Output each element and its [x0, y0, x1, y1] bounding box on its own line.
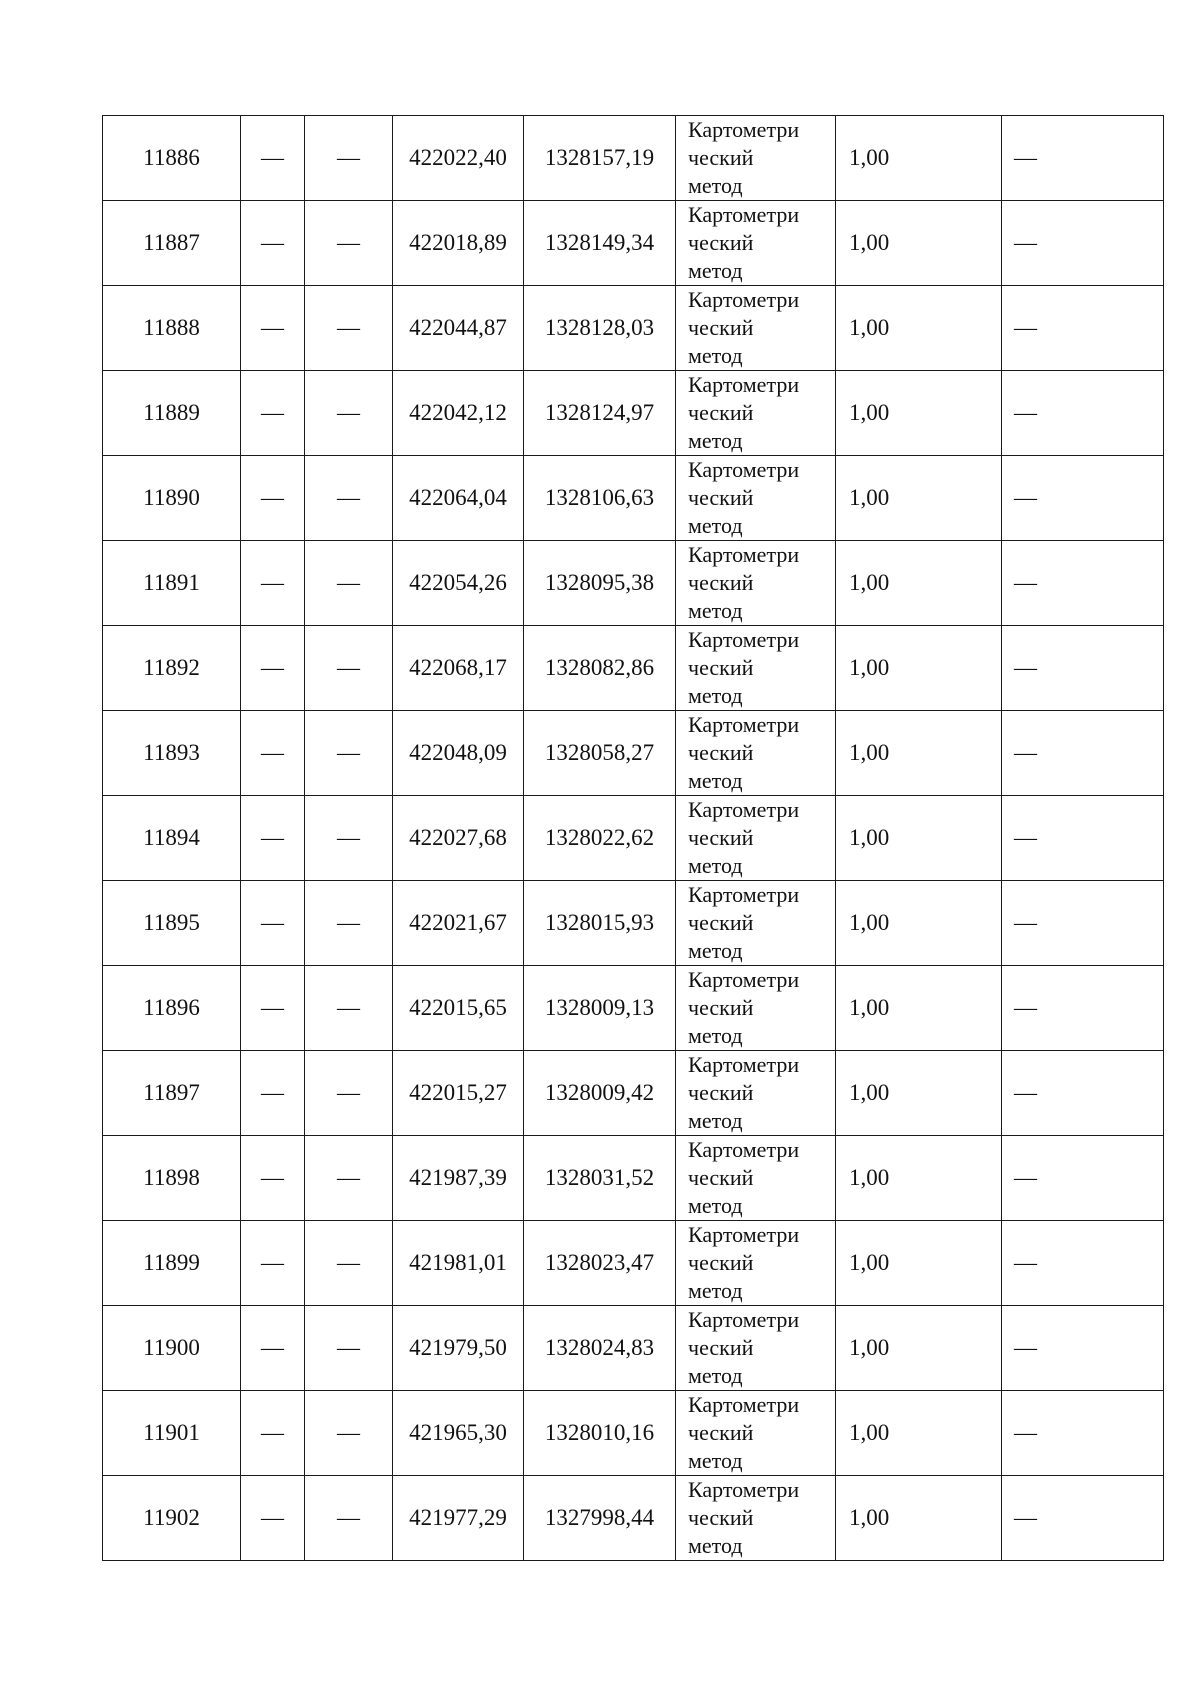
x-coordinate-cell: 422044,87 [393, 286, 524, 371]
method-text-line: метод [688, 1448, 743, 1473]
table-row [103, 626, 1164, 711]
point-number-cell: 11894 [103, 796, 241, 881]
table-row [103, 711, 1164, 796]
dash-cell-1: — [241, 201, 305, 286]
x-coordinate-cell: 422018,89 [393, 201, 524, 286]
accuracy-cell: 1,00 [836, 116, 1002, 201]
point-number-cell: 11896 [103, 966, 241, 1051]
accuracy-cell: 1,00 [836, 1136, 1002, 1221]
y-coordinate-cell: 1328009,13 [524, 966, 676, 1051]
y-coordinate-cell: 1328128,03 [524, 286, 676, 371]
y-coordinate-cell: 1328082,86 [524, 626, 676, 711]
dash-cell-1: — [241, 371, 305, 456]
table-row [103, 1051, 1164, 1136]
method-text-line: метод [688, 683, 743, 708]
dash-cell-1: — [241, 966, 305, 1051]
dash-cell-2: — [305, 796, 393, 881]
accuracy-cell: 1,00 [836, 711, 1002, 796]
dash-cell-1: — [241, 711, 305, 796]
accuracy-cell: 1,00 [836, 1391, 1002, 1476]
table-row [103, 1306, 1164, 1391]
x-coordinate-cell: 422054,26 [393, 541, 524, 626]
dash-cell-3: — [1002, 1306, 1164, 1391]
dash-cell-3: — [1002, 711, 1164, 796]
y-coordinate-cell: 1328124,97 [524, 371, 676, 456]
method-text-line: метод [688, 598, 743, 623]
point-number-cell: 11888 [103, 286, 241, 371]
method-text-line: ческий [688, 1250, 754, 1275]
method-text-line: Картометри [688, 627, 800, 652]
dash-cell-3: — [1002, 456, 1164, 541]
y-coordinate-cell: 1328015,93 [524, 881, 676, 966]
x-coordinate-cell: 422022,40 [393, 116, 524, 201]
point-number-cell: 11902 [103, 1476, 241, 1561]
point-number-cell: 11892 [103, 626, 241, 711]
x-coordinate-cell: 421977,29 [393, 1476, 524, 1561]
method-text-line: ческий [688, 1420, 754, 1445]
x-coordinate-cell: 421965,30 [393, 1391, 524, 1476]
y-coordinate-cell: 1328023,47 [524, 1221, 676, 1306]
dash-cell-1: — [241, 626, 305, 711]
dash-cell-1: — [241, 1391, 305, 1476]
dash-cell-1: — [241, 116, 305, 201]
method-text-line: ческий [688, 1165, 754, 1190]
table-row [103, 201, 1164, 286]
y-coordinate-cell: 1328024,83 [524, 1306, 676, 1391]
method-cell [676, 286, 836, 371]
method-text-line: Картометри [688, 117, 800, 142]
dash-cell-1: — [241, 1136, 305, 1221]
accuracy-cell: 1,00 [836, 1476, 1002, 1561]
method-text-line: Картометри [688, 1137, 800, 1162]
dash-cell-2: — [305, 541, 393, 626]
method-text-line: Картометри [688, 797, 800, 822]
accuracy-cell: 1,00 [836, 1221, 1002, 1306]
point-number-cell: 11895 [103, 881, 241, 966]
accuracy-cell: 1,00 [836, 371, 1002, 456]
accuracy-cell: 1,00 [836, 286, 1002, 371]
y-coordinate-cell: 1328010,16 [524, 1391, 676, 1476]
table-row [103, 881, 1164, 966]
method-text-line: Картометри [688, 372, 800, 397]
method-text-line: ческий [688, 995, 754, 1020]
y-coordinate-cell: 1328157,19 [524, 116, 676, 201]
method-text-line: Картометри [688, 287, 800, 312]
point-number-cell: 11901 [103, 1391, 241, 1476]
y-coordinate-cell: 1327998,44 [524, 1476, 676, 1561]
method-cell [676, 966, 836, 1051]
method-text-line: метод [688, 513, 743, 538]
method-text-line: Картометри [688, 712, 800, 737]
accuracy-cell: 1,00 [836, 541, 1002, 626]
accuracy-cell: 1,00 [836, 626, 1002, 711]
table-row [103, 796, 1164, 881]
table-row [103, 1391, 1164, 1476]
x-coordinate-cell: 421979,50 [393, 1306, 524, 1391]
method-cell [676, 1306, 836, 1391]
method-cell [676, 1476, 836, 1561]
method-text-line: Картометри [688, 1307, 800, 1332]
point-number-cell: 11889 [103, 371, 241, 456]
dash-cell-1: — [241, 796, 305, 881]
method-cell [676, 711, 836, 796]
method-text-line: ческий [688, 570, 754, 595]
method-text-line: метод [688, 853, 743, 878]
point-number-cell: 11899 [103, 1221, 241, 1306]
dash-cell-1: — [241, 1051, 305, 1136]
method-cell [676, 1136, 836, 1221]
dash-cell-1: — [241, 881, 305, 966]
method-text-line: Картометри [688, 882, 800, 907]
x-coordinate-cell: 422015,65 [393, 966, 524, 1051]
dash-cell-3: — [1002, 1051, 1164, 1136]
dash-cell-3: — [1002, 541, 1164, 626]
x-coordinate-cell: 422015,27 [393, 1051, 524, 1136]
y-coordinate-cell: 1328095,38 [524, 541, 676, 626]
point-number-cell: 11890 [103, 456, 241, 541]
accuracy-cell: 1,00 [836, 881, 1002, 966]
point-number-cell: 11886 [103, 116, 241, 201]
dash-cell-2: — [305, 1306, 393, 1391]
method-text-line: ческий [688, 1505, 754, 1530]
method-text-line: Картометри [688, 1052, 800, 1077]
x-coordinate-cell: 422027,68 [393, 796, 524, 881]
dash-cell-2: — [305, 1221, 393, 1306]
dash-cell-2: — [305, 201, 393, 286]
method-text-line: метод [688, 1278, 743, 1303]
method-text-line: метод [688, 428, 743, 453]
accuracy-cell: 1,00 [836, 966, 1002, 1051]
method-text-line: ческий [688, 910, 754, 935]
method-text-line: ческий [688, 1335, 754, 1360]
table-row [103, 286, 1164, 371]
dash-cell-2: — [305, 456, 393, 541]
dash-cell-1: — [241, 286, 305, 371]
x-coordinate-cell: 421987,39 [393, 1136, 524, 1221]
method-cell [676, 1051, 836, 1136]
point-number-cell: 11887 [103, 201, 241, 286]
dash-cell-1: — [241, 1221, 305, 1306]
x-coordinate-cell: 422042,12 [393, 371, 524, 456]
y-coordinate-cell: 1328106,63 [524, 456, 676, 541]
dash-cell-3: — [1002, 626, 1164, 711]
table-row [103, 116, 1164, 201]
method-text-line: Картометри [688, 542, 800, 567]
method-text-line: метод [688, 1108, 743, 1133]
method-cell [676, 116, 836, 201]
method-text-line: метод [688, 1193, 743, 1218]
method-text-line: ческий [688, 655, 754, 680]
method-text-line: ческий [688, 485, 754, 510]
method-cell [676, 881, 836, 966]
method-text-line: ческий [688, 1080, 754, 1105]
method-text-line: метод [688, 768, 743, 793]
method-cell [676, 796, 836, 881]
method-text-line: ческий [688, 145, 754, 170]
table-row [103, 1136, 1164, 1221]
point-number-cell: 11900 [103, 1306, 241, 1391]
x-coordinate-cell: 422048,09 [393, 711, 524, 796]
dash-cell-3: — [1002, 1391, 1164, 1476]
method-text-line: метод [688, 1363, 743, 1388]
table-row [103, 371, 1164, 456]
dash-cell-2: — [305, 711, 393, 796]
point-number-cell: 11897 [103, 1051, 241, 1136]
dash-cell-2: — [305, 966, 393, 1051]
y-coordinate-cell: 1328031,52 [524, 1136, 676, 1221]
method-text-line: ческий [688, 740, 754, 765]
dash-cell-3: — [1002, 1136, 1164, 1221]
dash-cell-2: — [305, 626, 393, 711]
dash-cell-1: — [241, 1476, 305, 1561]
method-text-line: метод [688, 343, 743, 368]
method-cell [676, 201, 836, 286]
method-text-line: метод [688, 1023, 743, 1048]
dash-cell-2: — [305, 286, 393, 371]
method-cell [676, 626, 836, 711]
method-text-line: метод [688, 1533, 743, 1558]
point-number-cell: 11891 [103, 541, 241, 626]
dash-cell-3: — [1002, 966, 1164, 1051]
dash-cell-1: — [241, 456, 305, 541]
method-text-line: Картометри [688, 967, 800, 992]
accuracy-cell: 1,00 [836, 201, 1002, 286]
y-coordinate-cell: 1328009,42 [524, 1051, 676, 1136]
x-coordinate-cell: 422064,04 [393, 456, 524, 541]
table-row [103, 541, 1164, 626]
dash-cell-3: — [1002, 1476, 1164, 1561]
y-coordinate-cell: 1328149,34 [524, 201, 676, 286]
dash-cell-2: — [305, 1136, 393, 1221]
method-text-line: ческий [688, 825, 754, 850]
method-cell [676, 1391, 836, 1476]
dash-cell-1: — [241, 1306, 305, 1391]
method-text-line: Картометри [688, 1222, 800, 1247]
dash-cell-2: — [305, 371, 393, 456]
method-text-line: Картометри [688, 202, 800, 227]
method-cell [676, 371, 836, 456]
x-coordinate-cell: 421981,01 [393, 1221, 524, 1306]
table-row [103, 1221, 1164, 1306]
dash-cell-3: — [1002, 796, 1164, 881]
method-text-line: Картометри [688, 1477, 800, 1502]
dash-cell-2: — [305, 116, 393, 201]
method-text-line: метод [688, 173, 743, 198]
x-coordinate-cell: 422021,67 [393, 881, 524, 966]
dash-cell-3: — [1002, 116, 1164, 201]
accuracy-cell: 1,00 [836, 456, 1002, 541]
y-coordinate-cell: 1328058,27 [524, 711, 676, 796]
method-text-line: ческий [688, 230, 754, 255]
x-coordinate-cell: 422068,17 [393, 626, 524, 711]
method-text-line: Картометри [688, 1392, 800, 1417]
y-coordinate-cell: 1328022,62 [524, 796, 676, 881]
point-number-cell: 11893 [103, 711, 241, 796]
accuracy-cell: 1,00 [836, 1051, 1002, 1136]
accuracy-cell: 1,00 [836, 1306, 1002, 1391]
accuracy-cell: 1,00 [836, 796, 1002, 881]
coordinates-table [102, 115, 1164, 1561]
dash-cell-2: — [305, 881, 393, 966]
dash-cell-3: — [1002, 201, 1164, 286]
table-row [103, 966, 1164, 1051]
dash-cell-3: — [1002, 286, 1164, 371]
dash-cell-2: — [305, 1051, 393, 1136]
dash-cell-2: — [305, 1476, 393, 1561]
dash-cell-2: — [305, 1391, 393, 1476]
dash-cell-1: — [241, 541, 305, 626]
method-text-line: метод [688, 258, 743, 283]
table-row [103, 1476, 1164, 1561]
method-text-line: ческий [688, 400, 754, 425]
dash-cell-3: — [1002, 371, 1164, 456]
method-text-line: Картометри [688, 457, 800, 482]
dash-cell-3: — [1002, 881, 1164, 966]
method-cell [676, 456, 836, 541]
method-cell [676, 541, 836, 626]
table-row [103, 456, 1164, 541]
dash-cell-3: — [1002, 1221, 1164, 1306]
point-number-cell: 11898 [103, 1136, 241, 1221]
method-text-line: метод [688, 938, 743, 963]
method-cell [676, 1221, 836, 1306]
method-text-line: ческий [688, 315, 754, 340]
table-body [103, 116, 1164, 1561]
